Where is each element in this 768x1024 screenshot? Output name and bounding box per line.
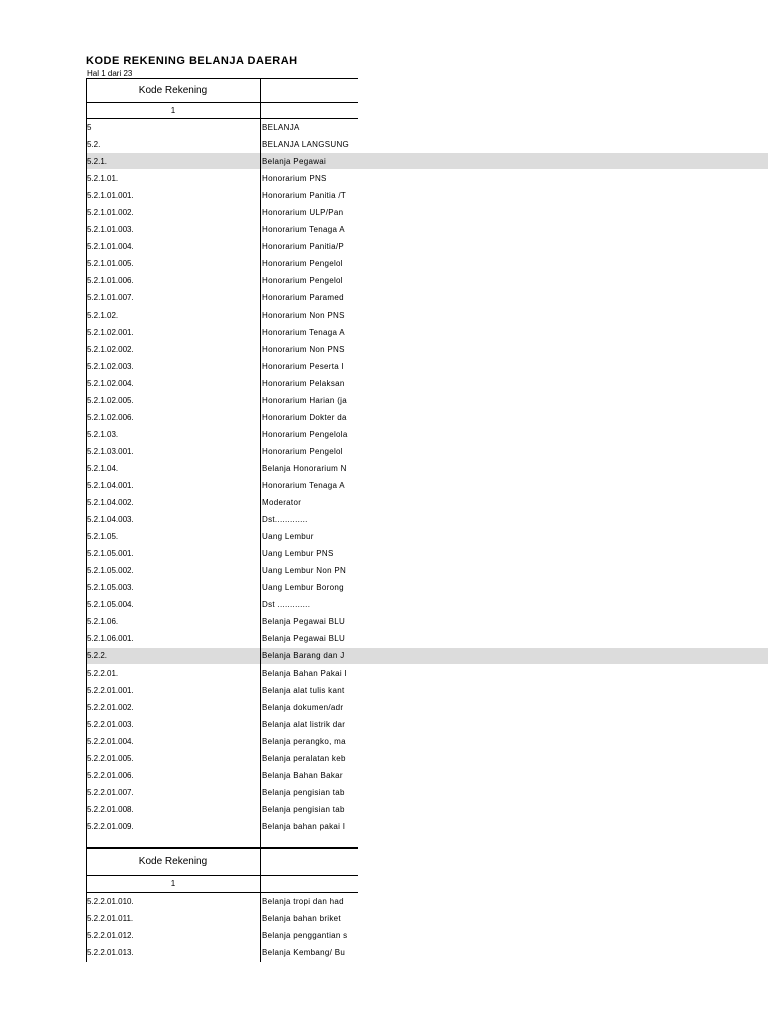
table-row: [86, 613, 358, 630]
account-description: Uang Lembur: [262, 532, 314, 542]
table-row: [86, 927, 358, 944]
column-number-1: 1: [170, 879, 176, 888]
account-description: Dst.............: [262, 515, 308, 525]
account-description: Uang Lembur Borong: [262, 583, 344, 593]
account-code: 5.2.1.02.: [87, 310, 119, 320]
account-description: Belanja bahan pakai I: [262, 821, 346, 831]
account-code: 5.2.2.01.013.: [87, 948, 134, 958]
account-description: Belanja Bahan Bakar: [262, 770, 343, 780]
account-code-table-1: [86, 78, 358, 848]
account-description: Honorarium Pelaksan: [262, 378, 345, 388]
account-description: Honorarium Peserta I: [262, 361, 345, 371]
table-row: [86, 767, 358, 784]
account-code: 5.2.1.01.006.: [87, 276, 134, 286]
account-code: 5.2.1.05.001.: [87, 549, 134, 559]
account-description: Belanja penggantian s: [262, 931, 348, 941]
table-row: [86, 204, 358, 221]
account-code: 5.2.1.01.004.: [87, 242, 134, 252]
account-description: Uang Lembur Non PN: [262, 566, 347, 576]
account-description: Honorarium Non PNS: [262, 310, 345, 320]
table-row: [86, 153, 358, 170]
account-code: 5.2.1.05.: [87, 532, 119, 542]
account-code: 5: [87, 123, 92, 132]
account-description: Dst .............: [262, 600, 311, 610]
table-row: [86, 647, 358, 664]
account-description: Belanja Pegawai BLU: [262, 634, 346, 644]
account-code: 5.2.1.04.003.: [87, 515, 134, 525]
account-code: 5.2.2.01.004.: [87, 736, 134, 746]
table-row: [86, 801, 358, 818]
table-row: [86, 426, 358, 443]
table-body-2: [86, 893, 358, 961]
account-code: 5.2.1.01.002.: [87, 208, 134, 218]
account-description: Honorarium Panitia/P: [262, 242, 345, 252]
account-code: 5.2.2.01.010.: [87, 897, 134, 906]
table-row: [86, 460, 358, 477]
account-description: Belanja Kembang/ Bu: [262, 948, 346, 958]
table-row: [86, 944, 358, 961]
account-description: Belanja pengisian tab: [262, 804, 345, 814]
table-row: [86, 409, 358, 426]
account-description: Honorarium Pengelol: [262, 276, 343, 286]
table-row: [86, 324, 358, 341]
account-code: 5.2.1.05.004.: [87, 600, 134, 610]
table-row: [86, 545, 358, 562]
table-row: [86, 910, 358, 927]
table-row: [86, 750, 358, 767]
account-code: 5.2.: [87, 140, 101, 150]
table-row: [86, 784, 358, 801]
table-row: [86, 682, 358, 699]
table-row: [86, 187, 358, 204]
account-code: 5.2.2.01.001.: [87, 685, 134, 695]
account-code: 5.2.1.: [87, 157, 108, 167]
account-description: Moderator: [262, 498, 302, 508]
account-code: 5.2.2.: [87, 651, 108, 661]
account-code: 5.2.1.01.: [87, 174, 119, 184]
table-row: [86, 596, 358, 613]
account-code: 5.2.1.05.002.: [87, 566, 134, 576]
table-row: [86, 375, 358, 392]
account-description: Honorarium Harian (ja: [262, 395, 347, 405]
table-row: [86, 238, 358, 255]
account-description: BELANJA LANGSUNG: [262, 140, 350, 150]
account-description: Honorarium Pengelol: [262, 446, 343, 456]
account-description: Belanja Pegawai BLU: [262, 617, 346, 627]
table-row: [86, 272, 358, 289]
table-row: [86, 494, 358, 511]
table-row: [86, 119, 358, 136]
account-description: Belanja dokumen/adr: [262, 702, 344, 712]
table-row: [86, 341, 358, 358]
account-code: 5.2.1.02.003.: [87, 361, 134, 371]
column-number-row: [86, 103, 358, 119]
account-code: 5.2.1.02.005.: [87, 395, 134, 405]
account-description: Belanja Pegawai: [262, 157, 327, 167]
table-row: [86, 579, 358, 596]
account-description: Honorarium Non PNS: [262, 344, 345, 354]
table-row: [86, 477, 358, 494]
account-description: Honorarium ULP/Pan: [262, 208, 344, 218]
account-code: 5.2.1.01.001.: [87, 191, 134, 201]
account-code: 5.2.1.02.004.: [87, 378, 134, 388]
header-kode-rekening: Kode Rekening: [138, 856, 208, 867]
account-code: 5.2.1.06.: [87, 617, 119, 627]
table-row: [86, 255, 358, 272]
account-code: 5.2.2.01.012.: [87, 931, 134, 941]
account-description: Honorarium Panitia /T: [262, 191, 347, 201]
account-description: Uang Lembur PNS: [262, 549, 334, 559]
table-row: [86, 511, 358, 528]
table-row: [86, 392, 358, 409]
table-row: [86, 562, 358, 579]
account-code: 5.2.1.04.001.: [87, 480, 134, 490]
table-row: [86, 221, 358, 238]
account-description: Honorarium Paramed: [262, 293, 344, 303]
table-row: [86, 358, 358, 375]
table-body-1: [86, 119, 358, 835]
account-description: BELANJA: [262, 123, 300, 132]
account-code: 5.2.1.02.002.: [87, 344, 134, 354]
table-row: [86, 307, 358, 324]
account-code: 5.2.2.01.: [87, 668, 119, 678]
document-title: KODE REKENING BELANJA DAERAH: [86, 55, 298, 67]
table-row: [86, 818, 358, 835]
account-code: 5.2.2.01.005.: [87, 753, 134, 763]
table-header: [86, 848, 358, 876]
page-info: Hal 1 dari 23: [87, 69, 133, 78]
account-code: 5.2.2.01.003.: [87, 719, 134, 729]
table-row: [86, 443, 358, 460]
column-number-1: 1: [170, 106, 176, 115]
account-description: Belanja alat tulis kant: [262, 685, 345, 695]
table-row: [86, 893, 358, 910]
table-row: [86, 528, 358, 545]
account-code: 5.2.1.04.: [87, 463, 119, 473]
account-code: 5.2.1.02.006.: [87, 412, 134, 422]
account-description: Honorarium PNS: [262, 174, 327, 184]
account-code: 5.2.1.01.005.: [87, 259, 134, 269]
account-description: Belanja perangko, ma: [262, 736, 346, 746]
account-code: 5.2.2.01.009.: [87, 821, 134, 831]
account-code: 5.2.1.03.001.: [87, 446, 134, 456]
table-row: [86, 136, 358, 153]
account-description: Honorarium Pengelol: [262, 259, 343, 269]
table-row: [86, 665, 358, 682]
account-description: Belanja alat listrik dar: [262, 719, 346, 729]
account-description: Honorarium Tenaga A: [262, 225, 345, 235]
account-code: 5.2.2.01.011.: [87, 914, 134, 924]
account-description: Belanja tropi dan had: [262, 897, 344, 906]
account-description: Belanja Bahan Pakai I: [262, 668, 348, 678]
account-code: 5.2.2.01.007.: [87, 787, 134, 797]
account-description: Belanja bahan briket: [262, 914, 341, 924]
account-description: Belanja Honorarium N: [262, 463, 347, 473]
account-description: Honorarium Pengelola: [262, 429, 348, 439]
header-kode-rekening: Kode Rekening: [138, 85, 208, 96]
account-description: Honorarium Tenaga A: [262, 480, 345, 490]
account-description: Honorarium Tenaga A: [262, 327, 345, 337]
account-description: Belanja peralatan keb: [262, 753, 346, 763]
account-code: 5.2.2.01.006.: [87, 770, 134, 780]
account-code: 5.2.1.01.007.: [87, 293, 134, 303]
account-code-table-2: [86, 848, 358, 962]
account-description: Belanja Barang dan J: [262, 651, 345, 661]
account-code: 5.2.1.01.003.: [87, 225, 134, 235]
column-number-row: [86, 876, 358, 893]
account-description: Honorarium Dokter da: [262, 412, 347, 422]
table-row: [86, 630, 358, 647]
table-row: [86, 699, 358, 716]
account-code: 5.2.1.04.002.: [87, 498, 134, 508]
account-code: 5.2.1.06.001.: [87, 634, 134, 644]
account-code: 5.2.1.05.003.: [87, 583, 134, 593]
table-row: [86, 289, 358, 306]
table-row: [86, 733, 358, 750]
table-row: [86, 170, 358, 187]
account-code: 5.2.1.02.001.: [87, 327, 134, 337]
account-code: 5.2.2.01.008.: [87, 804, 134, 814]
account-code: 5.2.2.01.002.: [87, 702, 134, 712]
account-code: 5.2.1.03.: [87, 429, 119, 439]
table-header: [86, 78, 358, 103]
account-description: Belanja pengisian tab: [262, 787, 345, 797]
table-row: [86, 716, 358, 733]
